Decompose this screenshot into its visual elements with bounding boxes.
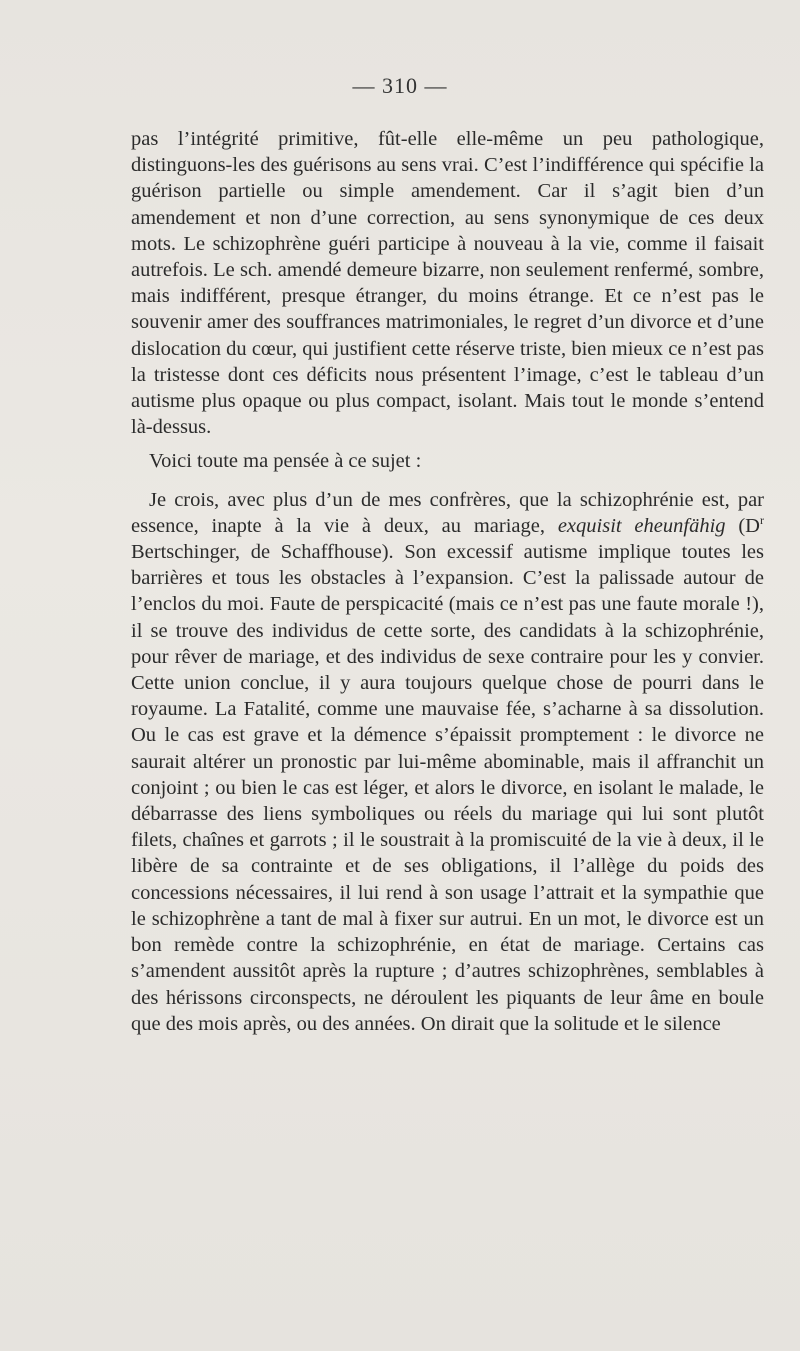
paragraph-3-part-1: Je crois, avec plus d’un de mes confrères, que la schizophrénie est, par essence, inapte à la vie à deux, au mariage,	[131, 488, 764, 537]
paragraph-2: Voici toute ma pensée à ce sujet :	[149, 450, 422, 473]
italic-phrase: exquisit eheunfähig	[557, 514, 726, 537]
paragraph-3-part-2: (D	[725, 514, 760, 537]
paragraph-3	[131, 487, 764, 1037]
body-text	[131, 126, 764, 1037]
superscript-r: r	[759, 513, 764, 528]
paragraph-1: pas l’intégrité primitive, fût-elle elle-même un peu pathologique, distinguons-les des guérisons au sens vrai. C’est l’indifférence qui spécifie la guérison partielle ou simple amendement. Car il s’agit bien d’un amendement et non d’une correction, au sens synonymique de ces deux mots. Le schizophrène guéri participe à nouveau à la vie, comme il faisait autrefois. Le sch. amendé demeure bizarre, non seulement renfermé, sombre, mais indifférent, presque étranger, du moins étrange. Et ce n’est pas le souvenir amer des souffrances matrimoniales, le regret d’un divorce et d’une dislocation du cœur, qui justifient cette réserve triste, bien mieux ce n’est pas la tristesse dont ces déficits nous présentent l’image, c’est le tableau d’un autisme plus opaque ou plus compact, isolant. Mais tout le monde s’entend là-dessus.	[131, 128, 764, 439]
paragraph-3-part-3: Bertschinger, de Schaffhouse). Son excessif autisme implique toutes les barrières et tous les obstacles à l’expansion. C’est la palissade autour de l’enclos du moi. Faute de perspicacité (mais ce n’est pas une faute morale !), il se trouve des individus de cette sorte, des candidats à la schizophrénie, pour rêver de mariage, et des individus de sexe contraire pour les y convier. Cette union conclue, il y aura toujours quelque chose de pourri dans le royaume. La Fatalité, comme une mauvaise fée, s’acharne à sa dissolution. Ou le cas est grave et la démence s’épaissit promptement : le divorce ne saurait altérer un pronostic par lui-même abominable, mais il affranchit un conjoint ; ou bien le cas est léger, et alors le divorce, en isolant le malade, le débarrasse des liens symboliques ou réels du mariage qui lui sont plutôt filets, chaînes et garrots ; il le soustrait à la promiscuité de la vie à deux, il le libère de sa contrainte et de ses obligations, il l’allège du poids des concessions nécessaires, il lui rend à son usage l’attrait et la sympathie que le schizophrène a tant de mal à fixer sur autrui. En un mot, le divorce est un bon remède contre la schizophrénie, en état de mariage. Certains cas s’amendent aussitôt après la rupture ; d’autres schizophrènes, semblables à des hérissons circonspects, ne déroulent les piquants de leur âme en boule que des mois après, ou des années. On dirait que la solitude et le silence	[131, 541, 764, 1035]
page-number: — 310 —	[352, 73, 448, 98]
